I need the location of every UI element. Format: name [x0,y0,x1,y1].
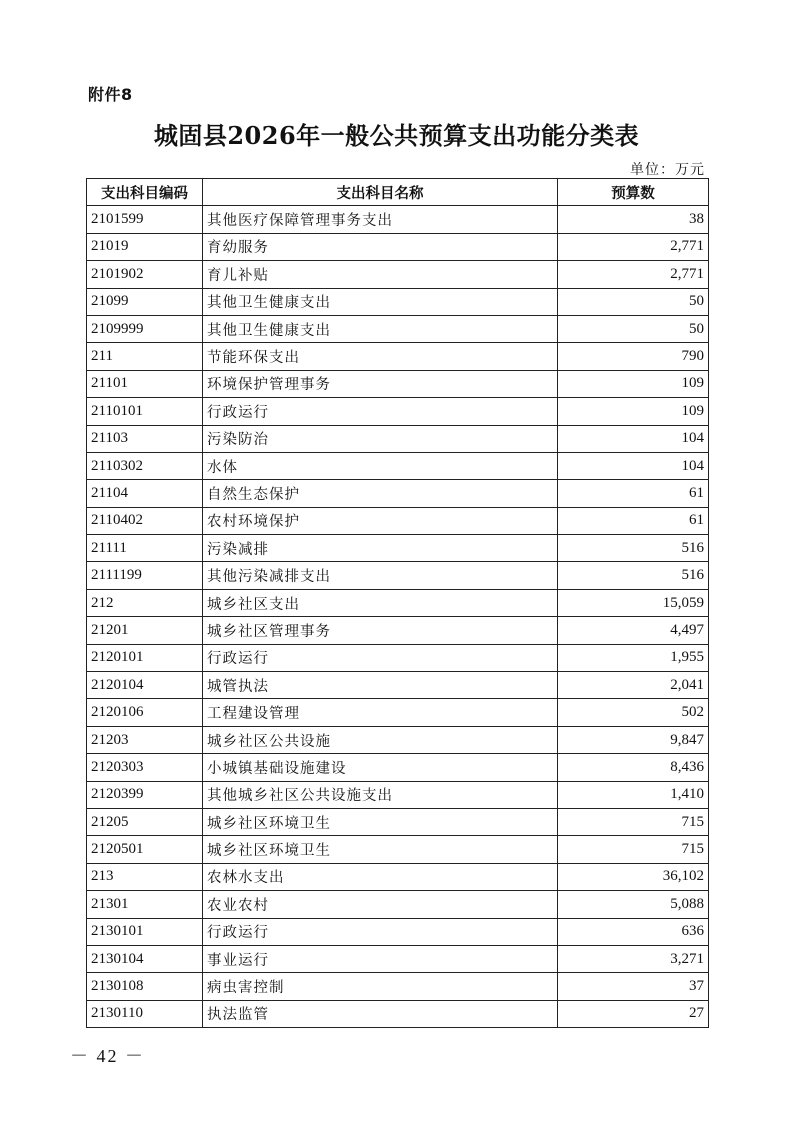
cell-amount: 715 [558,808,709,835]
cell-code: 2101902 [87,261,203,288]
cell-amount: 790 [558,343,709,370]
cell-code: 2130104 [87,945,203,972]
cell-code: 2111199 [87,562,203,589]
cell-amount: 104 [558,452,709,479]
table-row [87,233,709,260]
cell-name: 自然生态保护 [203,480,558,507]
table-row [87,589,709,616]
cell-code: 211 [87,343,203,370]
cell-amount: 104 [558,425,709,452]
cell-code: 2120104 [87,672,203,699]
cell-code: 21103 [87,425,203,452]
table-row [87,507,709,534]
cell-name: 工程建设管理 [203,699,558,726]
table-row [87,699,709,726]
cell-amount: 715 [558,836,709,863]
cell-amount: 61 [558,507,709,534]
cell-amount: 36,102 [558,863,709,890]
table-row [87,343,709,370]
cell-name: 农村环境保护 [203,507,558,534]
cell-code: 21101 [87,370,203,397]
cell-code: 21201 [87,617,203,644]
table-row [87,808,709,835]
cell-code: 21104 [87,480,203,507]
cell-amount: 61 [558,480,709,507]
cell-name: 农业农村 [203,891,558,918]
cell-name: 行政运行 [203,644,558,671]
cell-amount: 2,041 [558,672,709,699]
cell-code: 2130101 [87,918,203,945]
table-row [87,1000,709,1027]
cell-name: 其他卫生健康支出 [203,315,558,342]
cell-code: 21301 [87,891,203,918]
table-header-row [87,179,709,206]
cell-code: 2130110 [87,1000,203,1027]
page-title: 城固县2026年一般公共预算支出功能分类表 [153,121,640,150]
cell-name: 城乡社区公共设施 [203,726,558,753]
budget-table [86,178,709,1028]
table-row [87,617,709,644]
cell-name: 农林水支出 [203,863,558,890]
cell-amount: 516 [558,562,709,589]
table-row [87,863,709,890]
cell-code: 21203 [87,726,203,753]
table-row [87,398,709,425]
cell-name: 育幼服务 [203,233,558,260]
cell-name: 其他医疗保障管理事务支出 [203,206,558,233]
table-row [87,261,709,288]
table-row [87,836,709,863]
cell-name: 水体 [203,452,558,479]
cell-amount: 38 [558,206,709,233]
table-row [87,918,709,945]
table-row [87,425,709,452]
attachment-label: 附件8 [88,85,133,104]
table-body [87,206,709,1028]
cell-name: 城管执法 [203,672,558,699]
cell-name: 节能环保支出 [203,343,558,370]
table-row [87,370,709,397]
cell-amount: 502 [558,699,709,726]
cell-amount: 1,955 [558,644,709,671]
cell-amount: 2,771 [558,233,709,260]
table-row [87,206,709,233]
column-header-amount: 预算数 [558,179,709,206]
table-row [87,562,709,589]
cell-name: 行政运行 [203,918,558,945]
table-row [87,945,709,972]
cell-name: 城乡社区环境卫生 [203,836,558,863]
cell-code: 21099 [87,288,203,315]
table-row [87,315,709,342]
table-row [87,726,709,753]
cell-name: 环境保护管理事务 [203,370,558,397]
cell-name: 其他污染减排支出 [203,562,558,589]
cell-name: 执法监管 [203,1000,558,1027]
column-header-name: 支出科目名称 [203,179,558,206]
cell-code: 212 [87,589,203,616]
table-row [87,672,709,699]
cell-name: 事业运行 [203,945,558,972]
cell-amount: 50 [558,315,709,342]
cell-amount: 5,088 [558,891,709,918]
cell-name: 其他卫生健康支出 [203,288,558,315]
cell-code: 2109999 [87,315,203,342]
cell-code: 2120106 [87,699,203,726]
cell-name: 城乡社区管理事务 [203,617,558,644]
table-row [87,644,709,671]
cell-code: 2120303 [87,754,203,781]
cell-amount: 109 [558,370,709,397]
cell-name: 小城镇基础设施建设 [203,754,558,781]
cell-code: 2110101 [87,398,203,425]
cell-name: 污染减排 [203,535,558,562]
table-row [87,973,709,1000]
cell-amount: 15,059 [558,589,709,616]
table-row [87,452,709,479]
column-header-code: 支出科目编码 [87,179,203,206]
page-number: － 42 － [70,1046,145,1066]
table-row [87,480,709,507]
unit-label: 单位：万元 [630,162,705,178]
cell-code: 2110402 [87,507,203,534]
cell-amount: 1,410 [558,781,709,808]
table-row [87,891,709,918]
cell-amount: 636 [558,918,709,945]
table-row [87,754,709,781]
cell-code: 2101599 [87,206,203,233]
cell-amount: 9,847 [558,726,709,753]
cell-code: 2130108 [87,973,203,1000]
cell-name: 城乡社区环境卫生 [203,808,558,835]
cell-code: 21019 [87,233,203,260]
cell-amount: 27 [558,1000,709,1027]
cell-name: 病虫害控制 [203,973,558,1000]
cell-code: 21205 [87,808,203,835]
cell-amount: 37 [558,973,709,1000]
cell-amount: 3,271 [558,945,709,972]
cell-amount: 2,771 [558,261,709,288]
cell-code: 21111 [87,535,203,562]
cell-amount: 109 [558,398,709,425]
cell-code: 2120399 [87,781,203,808]
cell-code: 213 [87,863,203,890]
table-row [87,781,709,808]
cell-name: 城乡社区支出 [203,589,558,616]
cell-code: 2110302 [87,452,203,479]
table-row [87,288,709,315]
cell-amount: 50 [558,288,709,315]
cell-amount: 516 [558,535,709,562]
cell-name: 行政运行 [203,398,558,425]
cell-amount: 8,436 [558,754,709,781]
cell-name: 污染防治 [203,425,558,452]
cell-name: 育儿补贴 [203,261,558,288]
cell-amount: 4,497 [558,617,709,644]
cell-code: 2120501 [87,836,203,863]
cell-code: 2120101 [87,644,203,671]
table-row [87,535,709,562]
cell-name: 其他城乡社区公共设施支出 [203,781,558,808]
